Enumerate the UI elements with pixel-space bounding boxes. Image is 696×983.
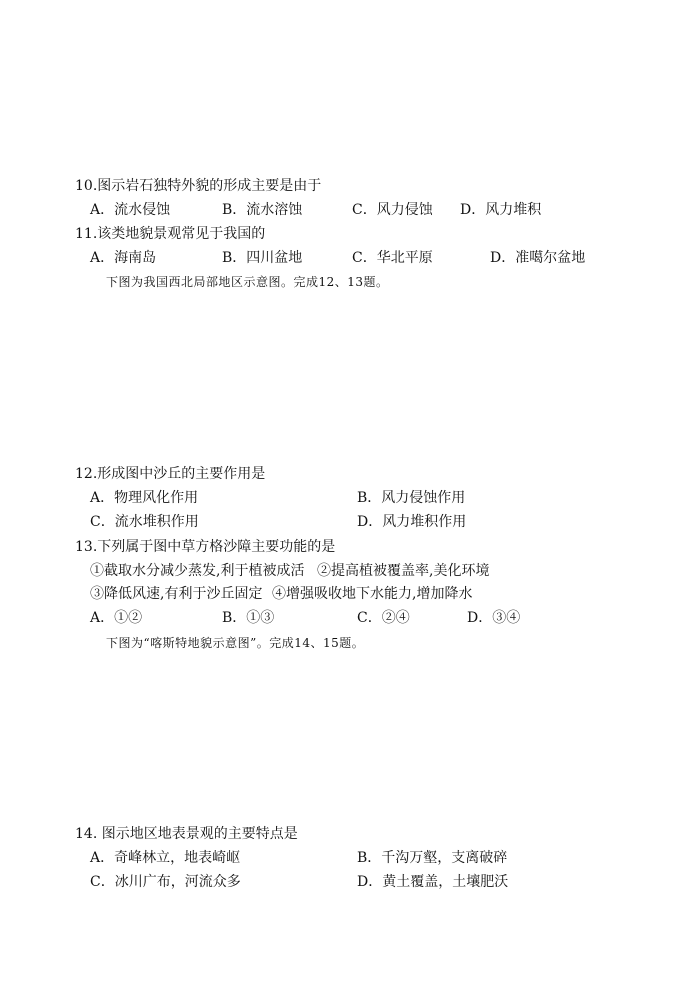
- question-10-option-b[interactable]: B．流水溶蚀: [222, 202, 303, 218]
- question-13-statement-3: ③降低风速,有利于沙丘固定: [90, 586, 263, 602]
- question-13-option-b[interactable]: B．①③: [222, 610, 275, 626]
- question-10-option-d[interactable]: D．风力堆积: [460, 202, 542, 218]
- question-11-option-d[interactable]: D．准噶尔盆地: [490, 250, 586, 266]
- question-11-option-a[interactable]: A．海南岛: [90, 250, 157, 266]
- question-13-statement-1: ①截取水分减少蒸发,利于植被成活: [90, 563, 305, 579]
- question-12-option-a[interactable]: A．物理风化作用: [90, 490, 199, 506]
- figure-area-top: [60, 20, 640, 170]
- question-12-stem: 12.形成图中沙丘的主要作用是: [75, 466, 266, 482]
- question-14-option-d[interactable]: D．黄土覆盖，土壤肥沃: [357, 874, 509, 890]
- question-11-option-b[interactable]: B．四川盆地: [222, 250, 303, 266]
- question-10-option-a[interactable]: A．流水侵蚀: [90, 202, 171, 218]
- question-14-option-c[interactable]: C．冰川广布，河流众多: [90, 874, 241, 890]
- question-13-statement-4: ④增强吸收地下水能力,增加降水: [272, 586, 473, 602]
- question-10-stem: 10.图示岩石独特外貌的形成主要是由于: [75, 178, 322, 194]
- question-13-option-d[interactable]: D．③④: [467, 610, 521, 626]
- figure-caption-14-15: 下图为“喀斯特地貌示意图”。完成14、15题。: [106, 636, 365, 650]
- question-14-stem: 14. 图示地区地表景观的主要特点是: [75, 826, 298, 842]
- question-14-option-b[interactable]: B．千沟万壑，支离破碎: [357, 850, 508, 866]
- question-13-option-a[interactable]: A．①②: [90, 610, 143, 626]
- question-13-statement-2: ②提高植被覆盖率,美化环境: [317, 563, 490, 579]
- question-11-stem: 11.该类地貌景观常见于我国的: [75, 226, 266, 242]
- figure-caption-12-13: 下图为我国西北局部地区示意图。完成12、13题。: [106, 275, 389, 289]
- question-14-option-a[interactable]: A．奇峰林立，地表崎岖: [90, 850, 241, 866]
- question-12-option-b[interactable]: B．风力侵蚀作用: [357, 490, 466, 506]
- question-13-option-c[interactable]: C．②④: [357, 610, 410, 626]
- question-12-option-d[interactable]: D．风力堆积作用: [357, 514, 467, 530]
- figure-area-karst: [60, 655, 640, 820]
- question-13-stem: 13.下列属于图中草方格沙障主要功能的是: [75, 539, 336, 555]
- question-10-option-c[interactable]: C．风力侵蚀: [352, 202, 433, 218]
- question-11-option-c[interactable]: C．华北平原: [352, 250, 433, 266]
- question-12-option-c[interactable]: C．流水堆积作用: [90, 514, 199, 530]
- figure-area-northwest-map: [60, 295, 640, 460]
